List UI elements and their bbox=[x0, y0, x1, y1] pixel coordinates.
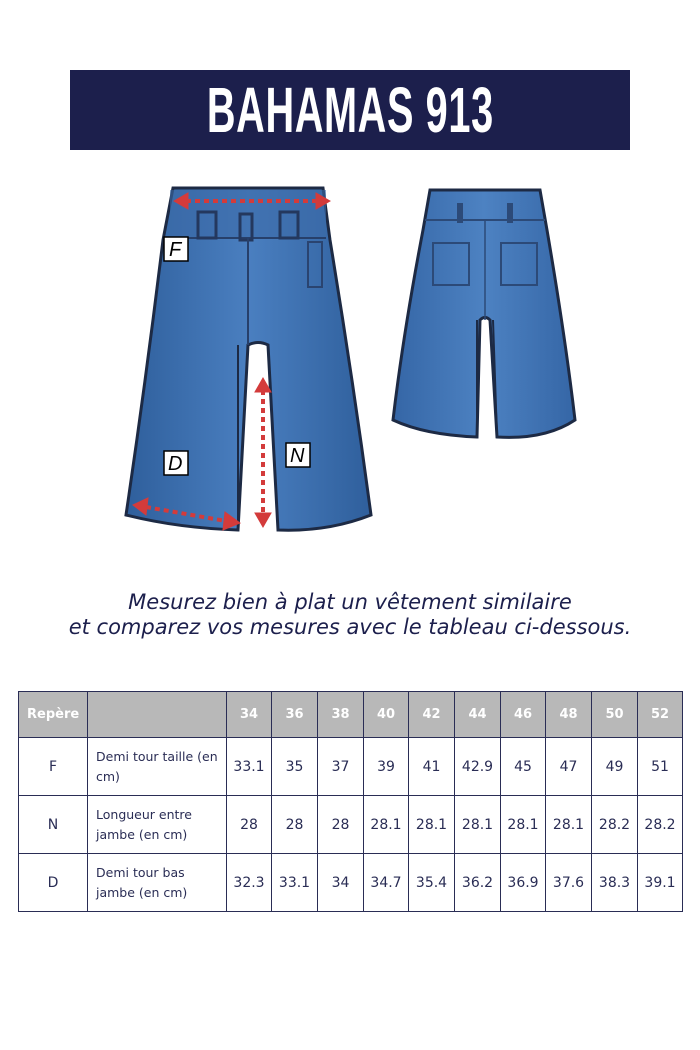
cell-value: 36.2 bbox=[455, 854, 501, 912]
instructions-line-2: et comparez vos mesures avec le tableau ci-dessous. bbox=[68, 615, 632, 639]
cell-value: 34.7 bbox=[364, 854, 409, 912]
cell-value: 32.3 bbox=[227, 854, 272, 912]
table-row bbox=[19, 796, 683, 854]
cell-value: 28.2 bbox=[638, 796, 683, 854]
cell-value: 47 bbox=[546, 738, 592, 796]
inseam-arrow bbox=[255, 378, 271, 527]
row-description: Demi tour bas jambe (en cm) bbox=[88, 854, 227, 912]
header-size: 44 bbox=[455, 692, 501, 738]
cell-value: 37.6 bbox=[546, 854, 592, 912]
measuring-instructions bbox=[0, 590, 700, 640]
label-d bbox=[164, 451, 188, 475]
cell-value: 41 bbox=[409, 738, 455, 796]
cell-value: 38.3 bbox=[592, 854, 638, 912]
cell-value: 51 bbox=[638, 738, 683, 796]
header-size: 40 bbox=[364, 692, 409, 738]
cell-value: 39 bbox=[364, 738, 409, 796]
row-description: Longueur entre jambe (en cm) bbox=[88, 796, 227, 854]
svg-text:N: N bbox=[290, 445, 305, 467]
cell-value: 28.1 bbox=[409, 796, 455, 854]
cell-value: 28.1 bbox=[455, 796, 501, 854]
cell-value: 49 bbox=[592, 738, 638, 796]
table-row bbox=[19, 738, 683, 796]
size-chart-table bbox=[18, 691, 683, 912]
header-size: 42 bbox=[409, 692, 455, 738]
cell-value: 35.4 bbox=[409, 854, 455, 912]
row-repere: F bbox=[19, 738, 88, 796]
cell-value: 34 bbox=[318, 854, 364, 912]
row-description: Demi tour taille (en cm) bbox=[88, 738, 227, 796]
header-size: 34 bbox=[227, 692, 272, 738]
header-size: 50 bbox=[592, 692, 638, 738]
svg-text:D: D bbox=[168, 453, 183, 475]
cell-value: 37 bbox=[318, 738, 364, 796]
instructions-line-1: Mesurez bien à plat un vêtement similaire bbox=[128, 590, 572, 614]
cell-value: 33.1 bbox=[272, 854, 318, 912]
header-size: 36 bbox=[272, 692, 318, 738]
header-size: 52 bbox=[638, 692, 683, 738]
row-repere: N bbox=[19, 796, 88, 854]
front-view-illustration bbox=[118, 180, 388, 540]
header-description bbox=[88, 692, 227, 738]
cell-value: 28.1 bbox=[501, 796, 546, 854]
cell-value: 35 bbox=[272, 738, 318, 796]
cell-value: 33.1 bbox=[227, 738, 272, 796]
cell-value: 28.1 bbox=[364, 796, 409, 854]
header-size: 48 bbox=[546, 692, 592, 738]
cell-value: 42.9 bbox=[455, 738, 501, 796]
cell-value: 39.1 bbox=[638, 854, 683, 912]
product-title: BAHAMAS 913 bbox=[206, 74, 494, 146]
label-f bbox=[164, 237, 188, 261]
header-size: 46 bbox=[501, 692, 546, 738]
cell-value: 28.1 bbox=[546, 796, 592, 854]
cell-value: 28 bbox=[227, 796, 272, 854]
cell-value: 28 bbox=[272, 796, 318, 854]
cell-value: 28 bbox=[318, 796, 364, 854]
header-size: 38 bbox=[318, 692, 364, 738]
label-n bbox=[286, 443, 310, 467]
table-row bbox=[19, 854, 683, 912]
cell-value: 36.9 bbox=[501, 854, 546, 912]
header-repere: Repère bbox=[19, 692, 88, 738]
title-banner bbox=[70, 70, 630, 150]
table-header-row bbox=[19, 692, 683, 738]
cell-value: 28.2 bbox=[592, 796, 638, 854]
row-repere: D bbox=[19, 854, 88, 912]
back-view-illustration bbox=[385, 185, 585, 445]
label-f-text: F bbox=[169, 239, 182, 261]
cell-value: 45 bbox=[501, 738, 546, 796]
